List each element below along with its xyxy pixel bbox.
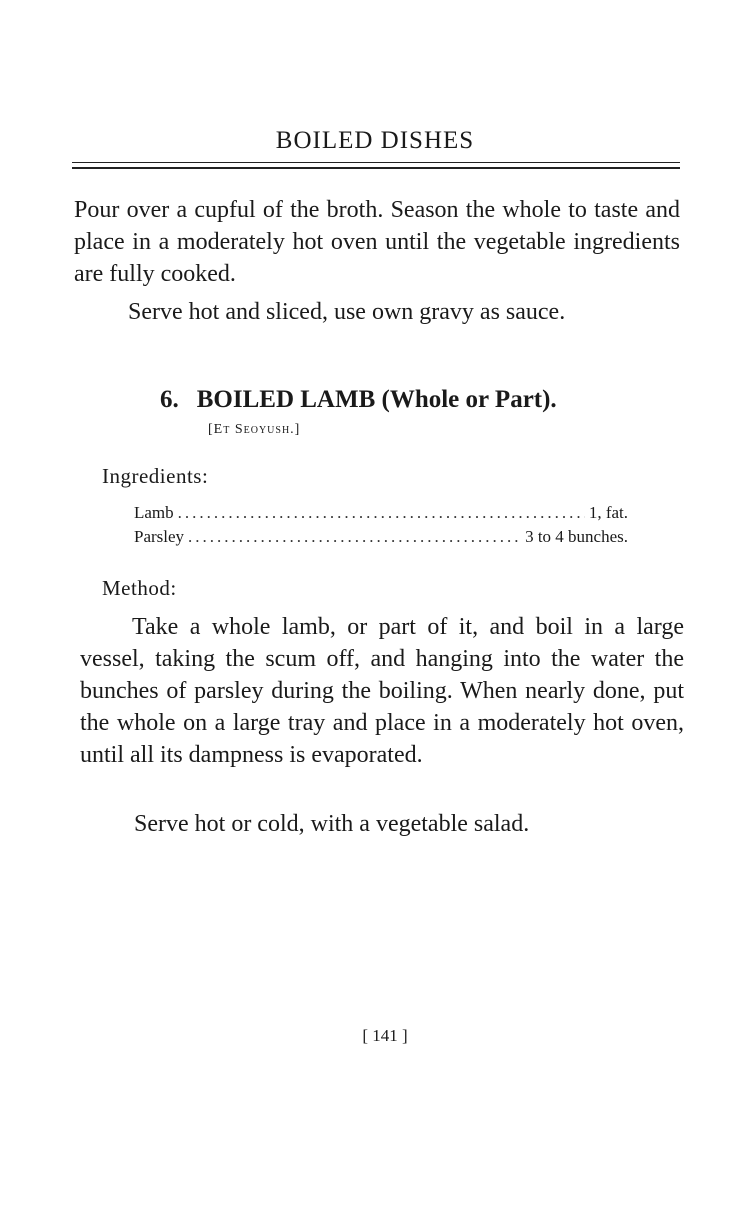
recipe-native-name: [Et Seoyush.] xyxy=(208,422,301,437)
ingredient-row xyxy=(134,526,628,548)
ingredient-quantity: 1, fat. xyxy=(588,503,628,522)
ingredients-heading: Ingredients: xyxy=(102,464,209,488)
serving-note: Serve hot and sliced, use own gravy as sauce. xyxy=(128,299,566,325)
recipe-title-text: BOILED LAMB (Whole or Part). xyxy=(196,386,557,413)
ingredient-row xyxy=(134,502,628,524)
running-head: BOILED DISHES xyxy=(275,127,475,154)
method-paragraph: Take a whole lamb, or part of it, and boil in a large vessel, taking the scum off, and hanging into the water the bunches of parsley during the boiling. When nearly done, put the whole on a large tray and place in a moderately hot oven, until all its dampness is evaporated. xyxy=(80,614,684,768)
leader-dots xyxy=(188,526,521,548)
ingredient-quantity: 3 to 4 bunches. xyxy=(525,527,628,546)
ingredient-name: Lamb xyxy=(134,503,174,522)
recipe-title xyxy=(160,386,557,414)
header-rule-thick xyxy=(72,167,680,169)
page-number: [ 141 ] xyxy=(362,1026,408,1045)
method-heading: Method: xyxy=(102,576,177,600)
recipe-number: 6. xyxy=(160,386,179,413)
continuation-paragraph: Pour over a cupful of the broth. Season the whole to taste and place in a moderately hot oven until the vegetable ingredients are fully cooked. xyxy=(74,197,680,287)
ingredient-name: Parsley xyxy=(134,527,185,546)
header-rule-thin xyxy=(72,162,680,163)
serving-note: Serve hot or cold, with a vegetable salad. xyxy=(134,811,530,837)
leader-dots xyxy=(178,502,585,524)
